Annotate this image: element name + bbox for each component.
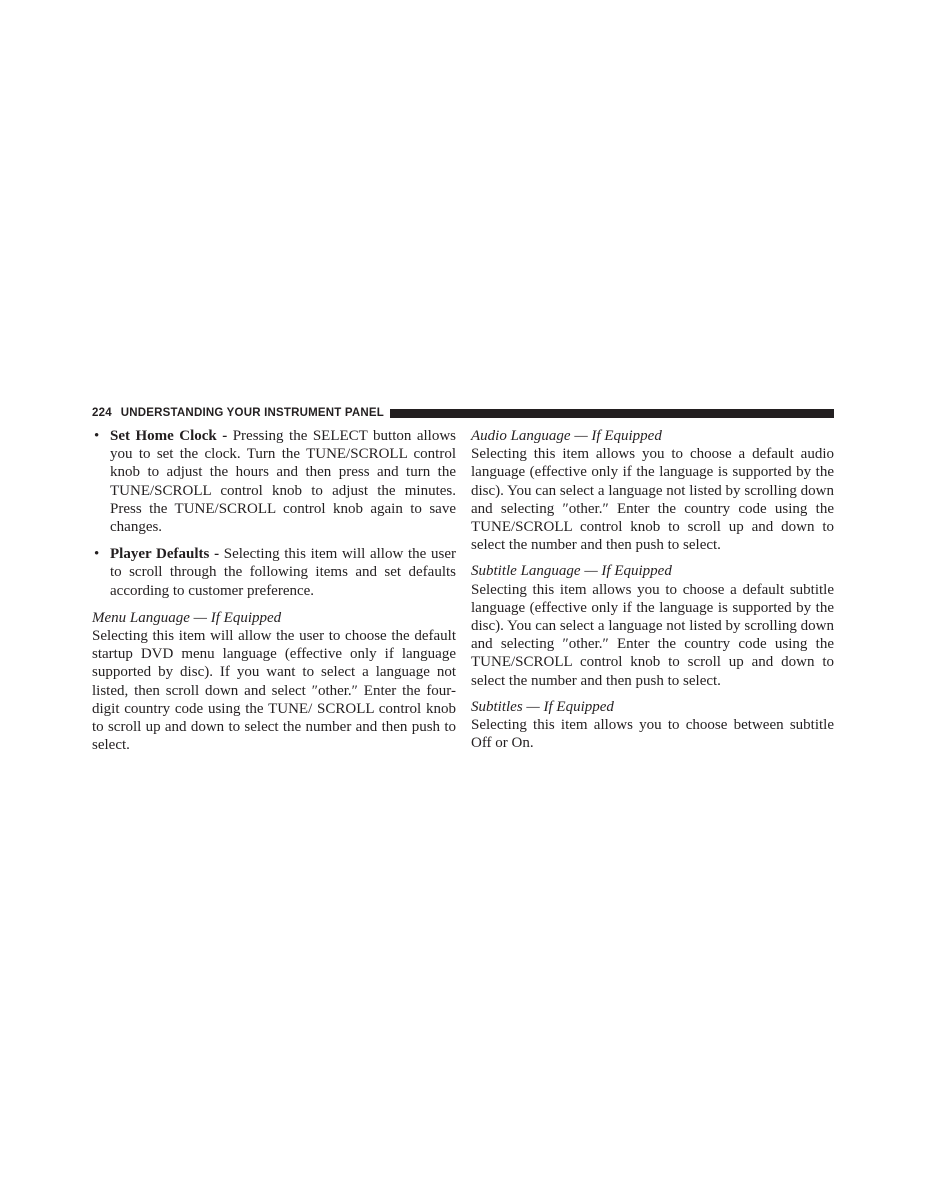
subtitle-language-heading: Subtitle Language — If Equipped (471, 563, 672, 580)
section-title: UNDERSTANDING YOUR INSTRUMENT PANEL (120, 407, 384, 419)
header-rule (390, 409, 834, 418)
page-number: 224 (92, 407, 112, 419)
bullet-player-defaults (92, 545, 456, 600)
audio-language-heading: Audio Language — If Equipped (471, 428, 662, 444)
subtitle-language-body: Selecting this item allows you to choose a default subtitle language (effective only if the language is supported by the disc). You can select a language not listed by scrolling down and selecting ″other.″ Enter the country code using the TUNE/SCROLL control knob to scroll up and down to select the number and then push to select. (471, 581, 834, 689)
menu-language-section (92, 609, 456, 755)
menu-language-body: Selecting this item will allow the user to choose the default startup DVD menu language (effective only if language supported by disc). If you want to select a language not listed, then scroll down and select ″other.″ Enter the four-digit country code using the TUNE/ SCROLL control knob to scroll up and down to select the number and then push to select. (92, 628, 456, 754)
subtitle-language-section (471, 562, 834, 689)
subtitles-body: Selecting this item allows you to choose between subtitle Off or On. (471, 717, 834, 752)
bullet-icon: • (94, 428, 100, 444)
bullet-set-home-clock (92, 427, 456, 536)
bullet-term: Set Home Clock - (110, 428, 228, 444)
audio-language-section (471, 427, 834, 554)
bullet-term: Player Defaults - (110, 546, 220, 563)
bullet-text: Pressing the SELECT button allows you to set the clock. Turn the TUNE/SCROLL control knob to adjust the hours and then press and turn the TUNE/SCROLL control knob to adjust the minutes. Press the TUNE/SCROLL control knob again to save changes. (110, 428, 456, 536)
page-header (92, 404, 834, 422)
left-column (92, 427, 456, 762)
right-column (471, 427, 834, 760)
bullet-text: Selecting this item will allow the user to scroll through the following items and set defaults according to customer preference. (110, 546, 456, 599)
menu-language-heading: Menu Language — If Equipped (92, 609, 282, 626)
subtitles-heading: Subtitles — If Equipped (471, 698, 614, 715)
subtitles-section (471, 698, 834, 753)
audio-language-body: Selecting this item allows you to choose a default audio language (effective only if the language is supported by the disc). You can select a language not listed by scrolling down and selecting ″other.″ Enter the country code using the TUNE/SCROLL control knob to scroll up and down to select the number and then push to select. (471, 446, 834, 554)
bullet-icon: • (94, 546, 100, 563)
